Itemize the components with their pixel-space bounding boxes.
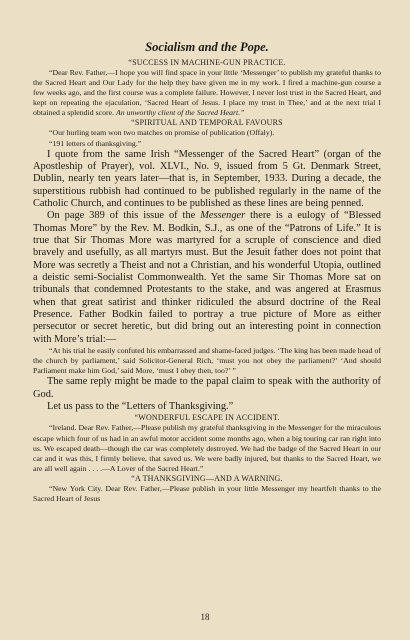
letter-warning: “New York City. Dear Rev. Father,—Please publish in your little Messenger my heartfelt thanks to the Sacred Heart of Jesus [33, 483, 381, 504]
text-column [33, 40, 381, 504]
section-heading-escape: “WONDERFUL ESCAPE IN ACCIDENT. [134, 413, 280, 423]
letter-escape: “Ireland. Dear Rev. Father,—Please publish my grateful thanksgiving in the Messenger for the miraculous escape which four of us had in an awful motor accident some months ago, when a big touring car ran right into us. We escaped death—though the car was completely destroyed. We had the badge of the Sacred Heart in our car and it was this, I firmly believe, that saved us. We were badly injured, but thanks to the Sacred Heart, we are all well again . . . .—A Lover of the Sacred Heart.” [33, 423, 381, 473]
section-heading-machine-gun: “SUCCESS IN MACHINE-GUN PRACTICE. [128, 58, 286, 67]
messenger-italic: Messenger [200, 210, 246, 222]
letter-machine-gun-signature: An unworthy client of the Sacred Heart.” [115, 108, 245, 118]
letter-machine-gun [33, 68, 381, 118]
section-heading-warning: “A THANKSGIVING—AND A WARNING. [131, 473, 283, 483]
paragraph-thomas-more-rest: there is a eulogy of “Blessed Thomas More” by the Rev. M. Bodkin, S.J., as one of the “Patrons of Life.” It is true that Sir Thomas More was martyred for a scruple of conscience and died bravely and usefully, as all martyrs must. But the Jesuit father does not point that More was secretly a Theist and not a Christian, and his wonderful Utopia, outlined a deistic semi-Socialist Commonwealth. Yet the same Sir Thomas More sat on tribunals that condemned Protestants to the stake, and was angered at Erasmus when that great satirist and thinker ridiculed the absurd doctrine of the Real Presence. Father Bodkin failed to portray a true picture of More as either persecutor or secret heretic, but did bring out an interesting point in connection with More’s trial:— [33, 210, 381, 345]
paragraph-letters: Let us pass to the “Letters of Thanksgiving.” [47, 401, 234, 413]
letter-machine-gun-body: “Dear Rev. Father,—I hope you will find space in your little ‘Messenger’ to publish my grateful thanks to the Sacred Heart and Our Lady for the help they have given me in my work. I fired a machine-gun course a few weeks ago, and the first course was a complete failure. However, I never lost trust in the Sacred Heart, and kept on repeating the ejaculation, ‘Sacred Heart of Jesus. I place my trust in Thee,’ and at the next trial I obtained a splendid score. [33, 68, 381, 118]
paragraph-same-reply: The same reply might be made to the papal claim to speak with the authority of God. [33, 376, 381, 400]
paragraph-thomas-more [33, 210, 381, 346]
favours-line-letters: “191 letters of thanksgiving.” [49, 138, 142, 148]
page-number: 18 [200, 612, 210, 622]
paragraph-quote-source: I quote from the same Irish “Messenger of the Sacred Heart” (organ of the Apostleship of Prayer), vol. XLVI., No. 9, issued from 5 Gt. Denmark Street, Dublin, nearly ten years later—that is, in September, 1933. During a decade, the superstitious rubbish had continued to be published regularly in the name of the Catholic Church, and continues to be published as these lines are being penned. [33, 148, 381, 210]
page-title: Socialism and the Pope. [145, 40, 269, 54]
section-heading-favours: “SPIRITUAL AND TEMPORAL FAVOURS [131, 118, 283, 128]
trial-quote: “At his trial he easily confuted his embarrassed and shame-faced judges. ‘The king has been made head of the church by parliament,’ said Solicitor-General Rich, ‘must you not obey the parliament?’ ‘And should Parliament make him God,’ said More, ‘must I obey then, too?’ ” [33, 346, 381, 376]
paragraph-thomas-more-intro: On page 389 of this issue of the [47, 210, 201, 222]
favours-line-hurling: “Our hurling team won two matches on promise of publication (Offaly). [49, 128, 275, 138]
